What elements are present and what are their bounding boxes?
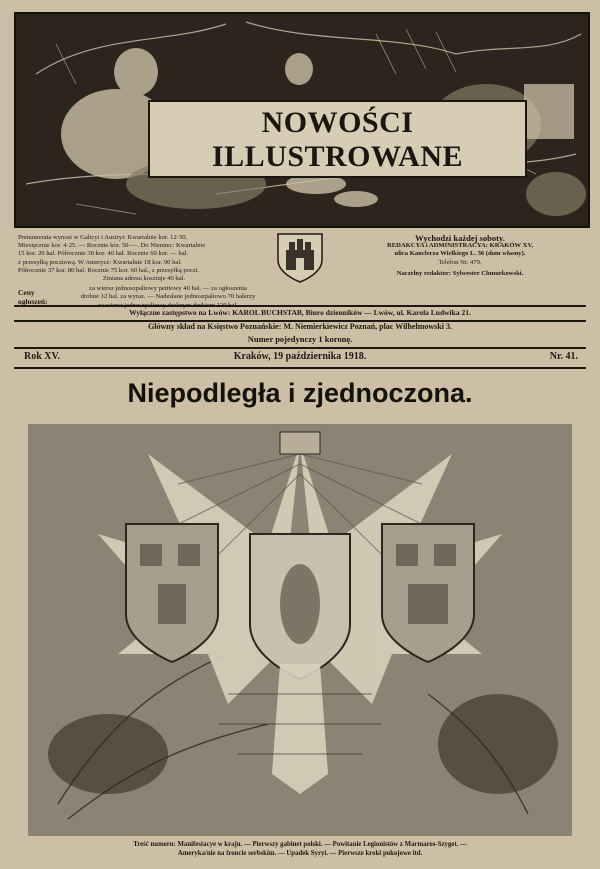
issue-date: Kraków, 19 października 1918.	[233, 351, 367, 362]
headline: Niepodległa i zjednoczona.	[127, 378, 473, 408]
subscription-line: z przesyłką pocztową. W Ameryce: Kwartalnie 18 kor. 90 hal.	[18, 258, 182, 266]
address-label: REDAKCYA i ADMINISTRACYA: KRAKÓW XV,	[387, 242, 533, 250]
issue-year: Rok XV.	[24, 351, 60, 362]
eagle-and-shields-artwork	[28, 424, 572, 836]
subscription-info	[18, 234, 270, 310]
divider	[14, 347, 586, 349]
address: ulica Kanclerza Wielkiego L. 36 (dom własny).	[394, 250, 526, 258]
subscription-line: Półrocznie 37 kor. 80 hal. Rocznie 75 kor. 60 hal., z przesyłką poczt.	[18, 266, 200, 274]
ads-line: za wiersz jednoszpaltowy drobnym drukiem 120 hal.	[98, 301, 238, 309]
subscription-line: Zmiana adresu kosztuje 40 hal.	[102, 275, 186, 283]
subscription-line: 15 kor. 20 hal. Półrocznie 30 kor. 40 hal. Rocznie 60 kor. — hal.	[18, 250, 189, 258]
editor: Naczelny redaktor: Sylwester Chmurkowski.	[396, 269, 524, 277]
subscription-line: Prenumerata wynosi w Galicyi i Austryi: Kwartalnie kor. 12·50.	[18, 234, 188, 241]
krakow-crest-icon	[274, 230, 326, 284]
coat-of-arms-illustration	[28, 424, 572, 836]
ads-line: drobne 12 hal. za wyraz. — Nadesłane jednoszpaltowo 70 halerzy	[80, 293, 256, 301]
warehouse-row: Główny skład na Księstwo Poznańskie: M. Niemierkiewicz Poznań, plac Wilhelmowski 3.	[148, 322, 452, 331]
phone: Telefon Nr. 479.	[438, 258, 482, 266]
masthead-title: NOWOŚCI ILLUSTROWANE	[148, 100, 527, 178]
publisher-info	[330, 234, 590, 278]
price-row: Numer pojedynczy 1 koronę.	[247, 334, 353, 344]
weekly-note: Wychodzi każdej soboty.	[415, 233, 505, 243]
ads-line: za wiersz jednoszpaltowy petitowy 40 hal. — za ogłoszenia	[89, 285, 247, 293]
table-of-contents	[30, 840, 570, 858]
ads-label: Ceny ogłoszeń:	[18, 288, 48, 306]
contents-line: Ameryka/nie na froncie serbskim. — Upadek Syryi. — Pierwsze kroki pokojowe itd.	[177, 850, 423, 857]
sales-row: Wyłączne zastępstwo na Lwów: KAROL BUCHSTAB, Biuro dzienników — Lwów, ul. Karola Ludwika 21.	[129, 308, 471, 317]
subscription-line: Miesięcznie kor. 4·25. — Rocznie kor. 50·—. Do Niemiec: Kwartalnie	[18, 242, 206, 250]
issue-number: Nr. 41.	[549, 351, 578, 362]
contents-line: Treść numeru: Manifestacye w kraju. — Pierwszy gabinet polski. — Powitanie Legionistów z Marmaros-Szyget. —	[133, 841, 467, 848]
masthead-illustration	[14, 12, 590, 228]
divider	[14, 305, 586, 307]
divider	[14, 367, 586, 369]
